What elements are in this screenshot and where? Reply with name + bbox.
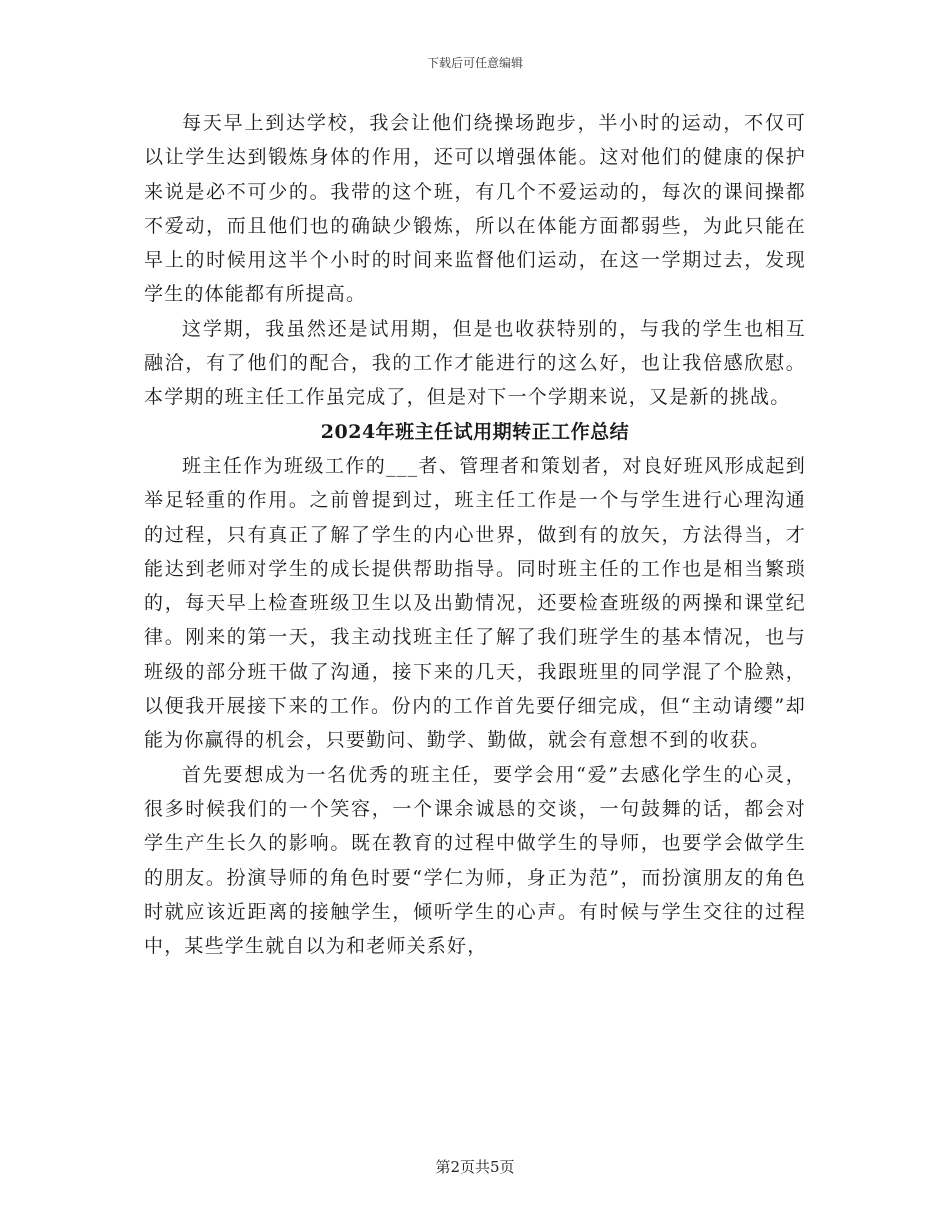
header-note: 下载后可任意编辑: [426, 56, 523, 70]
body-paragraph: 班主任作为班级工作的___者、管理者和策划者，对良好班风形成起到举足轻重的作用。之前曾提到过，班主任工作是一个与学生进行心理沟通的过程，只有真正了解了学生的内心世界，做到有的放矢，方法得当，才能达到老师对学生的成长提供帮助指导。同时班主任的工作也是相当繁琐的，每天早上检查班级卫生以及出勤情况，还要检查班级的两操和课堂纪律。刚来的第一天，我主动找班主任了解了我们班学生的基本情况，也与班级的部分班干做了沟通，接下来的几天，我跟班里的同学混了个脸熟，以便我开展接下来的工作。份内的工作首先要仔细完成，但“主动请缨”却能为你赢得的机会，只要勤问、勤学、勤做，就会有意想不到的收获。: [144, 454, 806, 752]
section-heading: 2024年班主任试用期转正工作总结: [320, 420, 630, 443]
body-paragraph: 首先要想成为一名优秀的班主任，要学会用“爱”去感化学生的心灵，很多时候我们的一个笑容，一个课余诚恳的交谈，一句鼓舞的话，都会对学生产生长久的影响。既在教育的过程中做学生的导师，也要学会做学生的朋友。扮演导师的角色时要“学仁为师，身正为范”，而扮演朋友的角色时就应该近距离的接触学生，倾听学生的心声。有时候与学生交往的过程中，某些学生就自以为和老师关系好，: [144, 763, 806, 958]
document-body: [144, 106, 806, 963]
body-paragraph: 每天早上到达学校，我会让他们绕操场跑步，半小时的运动，不仅可以让学生达到锻炼身体的作用，还可以增强体能。这对他们的健康的保护来说是必不可少的。我带的这个班，有几个不爱运动的，每次的课间操都不爱动，而且他们也的确缺少锻炼，所以在体能方面都弱些，为此只能在早上的时候用这半个小时的时间来监督他们运动，在这一学期过去，发现学生的体能都有所提高。: [144, 112, 806, 306]
body-paragraph: 这学期，我虽然还是试用期，但是也收获特别的，与我的学生也相互融洽，有了他们的配合，我的工作才能进行的这么好，也让我倍感欣慰。本学期的班主任工作虽完成了，但是对下一个学期来说，又是新的挑战。: [144, 317, 806, 409]
page-number: 第2页共5页: [435, 1158, 515, 1176]
